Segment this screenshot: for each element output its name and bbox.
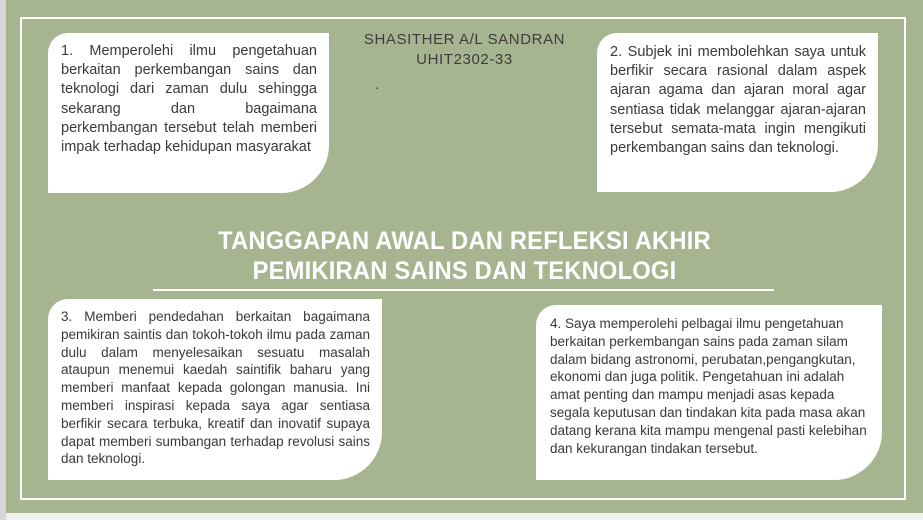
note-box-1 [48, 33, 329, 193]
note-box-2 [597, 33, 878, 192]
student-name: SHASITHER A/L SANDRAN [363, 31, 566, 48]
note-text-2: 2. Subjek ini membolehkan saya untuk berfikir secara rasional dalam aspek ajaran agama dan ajaran moral agar sentiasa tidak melanggar ajaran-ajaran tersebut semata-mata ingin mengikuti perkembangan sains dan teknologi. [610, 44, 866, 157]
course-code: UHIT2302-33 [416, 51, 513, 68]
note-text-1: 1. Memperolehi ilmu pengetahuan berkaitan perkembangan sains dan teknologi dari zaman dulu sehingga sekarang dan bagaimana perkembangan tersebut telah memberi impak terhadap kehidupan masyarakat [61, 43, 317, 156]
note-text-4: 4. Saya memperolehi pelbagai ilmu pengetahuan berkaitan perkembangan sains pada zaman silam dalam bidang astronomi, perubatan,pengangkutan, ekonomi dan juga politik. Pengetahuan ini adalah amat penting dan mampu menjadi asas kepada segala keputusan dan tindakan kita pada masa akan datang kerana kita mampu mengenal pasti kelebihan dan kekurangan tindakan tersebut. [550, 316, 867, 456]
slide-title-line-2: PEMIKIRAN SAINS DAN TEKNOLOGI [252, 257, 677, 285]
slide-background [6, 0, 923, 513]
slide-title-line-1: TANGGAPAN AWAL DAN REFLEKSI AKHIR [218, 227, 711, 255]
page-bottom-margin [6, 513, 923, 520]
slide-title [6, 226, 923, 286]
note-box-3 [48, 299, 382, 480]
stray-period: . [375, 76, 379, 92]
note-box-4 [536, 305, 882, 480]
title-underline [153, 289, 774, 291]
note-text-3: 3. Memberi pendedahan berkaitan bagaimana pemikiran saintis dan tokoh-tokoh ilmu pada zaman dulu dalam menyelesaikan sesuatu masalah ataupun menemui kaedah saintifik baharu yang memberi manfaat kepada golongan manusia. Ini memberi inspirasi kepada saya agar sentiasa berfikir secara terbuka, kreatif dan inovatif supaya dapat memberi sumbangan terhadap revolusi sains dan teknologi. [61, 309, 370, 467]
